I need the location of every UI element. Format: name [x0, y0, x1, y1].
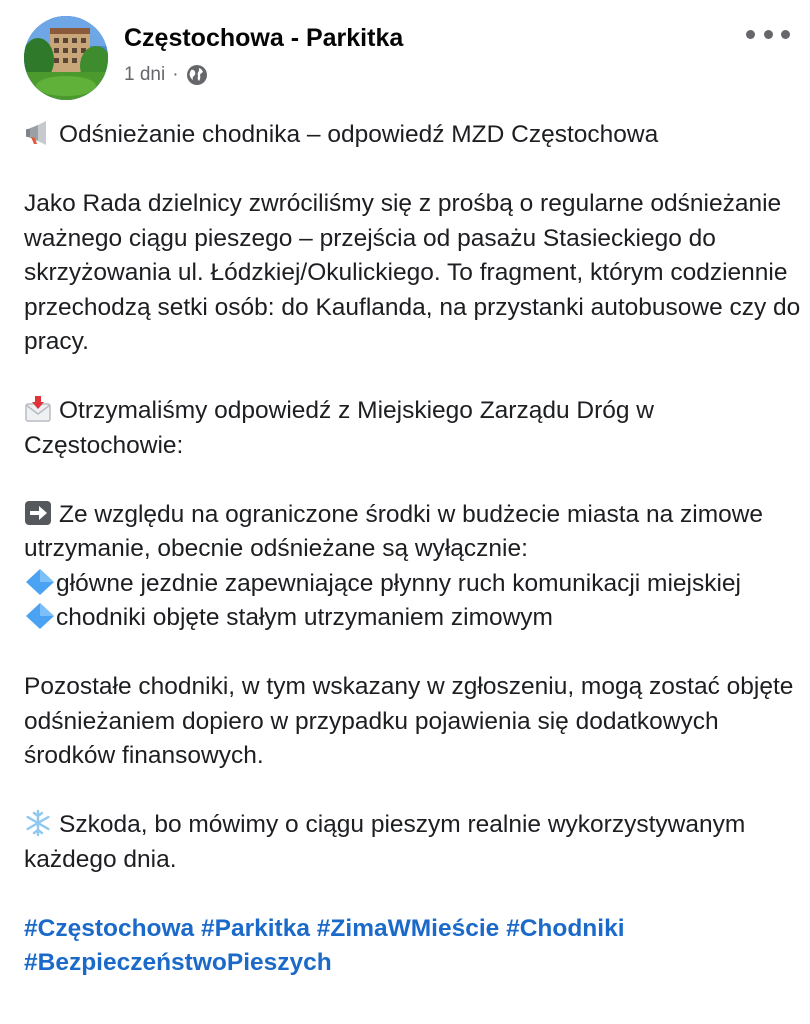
megaphone-icon: [24, 119, 52, 147]
post-paragraph-3: [24, 498, 804, 636]
list-item: [24, 567, 804, 602]
post-title-text: Odśnieżanie chodnika – odpowiedź MZD Częstochowa: [59, 121, 659, 148]
list-item-text: główne jezdnie zapewniające płynny ruch komunikacji miejskiej: [56, 569, 741, 597]
post-paragraph-5: [24, 808, 804, 877]
post-paragraph-1: Jako Rada dzielnicy zwróciliśmy się z prośbą o regularne odśnieżanie ważnego ciągu pieszego – przejścia od pasażu Stasieckiego do skrzyżowania ul. Łódzkiej/Okulickiego. To fragment, którym codziennie przechodzą setki osób: do Kauflanda, na przystanki autobusowe czy do pracy.: [24, 190, 801, 355]
hashtag-list: [24, 912, 804, 981]
hashtag-link[interactable]: #Chodniki: [506, 914, 625, 942]
globe-icon: [186, 64, 208, 86]
post-paragraph-3-text: Ze względu na ograniczone środki w budżecie miasta na zimowe utrzymanie, obecnie odśnieżane są wyłącznie:: [24, 500, 764, 562]
snowflake-icon: [24, 809, 52, 837]
post-time[interactable]: 1 dni: [124, 64, 166, 85]
hashtag-link[interactable]: #Częstochowa: [24, 914, 195, 942]
more-options-icon: [746, 30, 755, 39]
post-paragraph-5-text: Szkoda, bo mówimy o ciągu pieszym realnie wykorzystywanym każdego dnia.: [24, 811, 746, 873]
blue-diamond-icon: [24, 568, 56, 596]
post-paragraph-2-text: Otrzymaliśmy odpowiedź z Miejskiego Zarządu Dróg w Częstochowie:: [24, 397, 654, 459]
hashtag-link[interactable]: #BezpieczeństwoPieszych: [24, 949, 332, 976]
list-item-text: chodniki objęte stałym utrzymaniem zimowym: [56, 604, 553, 631]
post-title: [24, 118, 804, 153]
hashtag-link[interactable]: #Parkitka: [201, 914, 310, 942]
list-item: [24, 601, 804, 636]
post-body: [24, 118, 804, 981]
post-header: [0, 0, 810, 110]
right-arrow-icon: [24, 499, 52, 527]
post-paragraph-4: Pozostałe chodniki, w tym wskazany w zgłoszeniu, mogą zostać objęte odśnieżaniem dopiero w przypadku pojawienia się dodatkowych środków finansowych.: [24, 673, 794, 769]
meta-separator: ·: [172, 64, 179, 85]
page-avatar[interactable]: [24, 16, 108, 100]
more-options-button[interactable]: [746, 22, 790, 46]
page-name[interactable]: Częstochowa - Parkitka: [124, 24, 404, 52]
incoming-envelope-icon: [24, 395, 52, 423]
hashtag-link[interactable]: #ZimaWMieście: [316, 914, 500, 942]
post-meta: [124, 62, 208, 88]
blue-diamond-icon: [24, 602, 56, 630]
post-paragraph-2: [24, 394, 804, 463]
